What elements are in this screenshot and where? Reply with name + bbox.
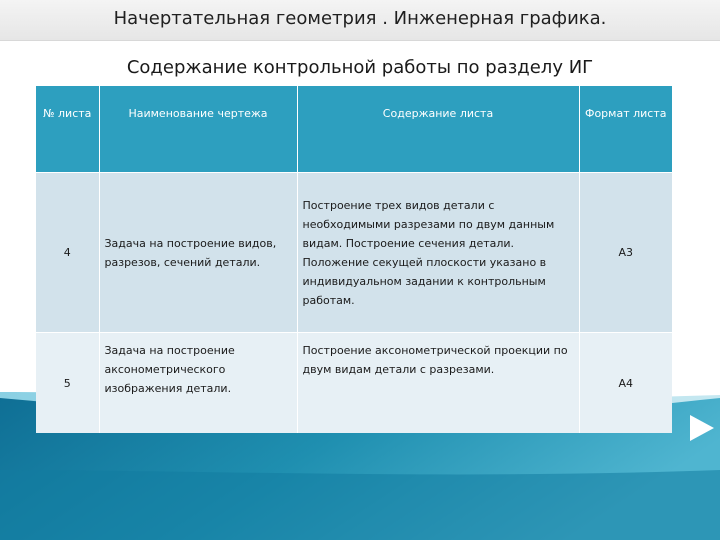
sheet-content: Построение трех видов детали с необходимыми разрезами по двум данным видам. Построение сечения детали. Положение секущей плоскости указано в индивидуальном задании к контрольным работам. bbox=[297, 173, 579, 333]
table-header-row bbox=[36, 86, 672, 173]
table-row bbox=[36, 173, 672, 333]
content-table bbox=[36, 86, 672, 433]
column-header-number: № листа bbox=[36, 86, 99, 173]
sheet-format: А4 bbox=[579, 333, 672, 434]
drawing-name: Задача на построение аксонометрического изображения детали. bbox=[99, 333, 297, 434]
page-title: Начертательная геометрия . Инженерная графика. bbox=[113, 8, 607, 29]
slide-subtitle: Содержание контрольной работы по разделу ИГ bbox=[126, 57, 594, 78]
sheet-number: 5 bbox=[36, 333, 99, 434]
sheet-number: 4 bbox=[36, 173, 99, 333]
table-row bbox=[36, 333, 672, 434]
sheet-content: Построение аксонометрической проекции по двум видам детали с разрезами. bbox=[297, 333, 579, 434]
drawing-name: Задача на построение видов, разрезов, сечений детали. bbox=[99, 173, 297, 333]
column-header-format: Формат листа bbox=[579, 86, 672, 173]
sheet-format: А3 bbox=[579, 173, 672, 333]
column-header-name: Наименование чертежа bbox=[99, 86, 297, 173]
column-header-content: Содержание листа bbox=[297, 86, 579, 173]
